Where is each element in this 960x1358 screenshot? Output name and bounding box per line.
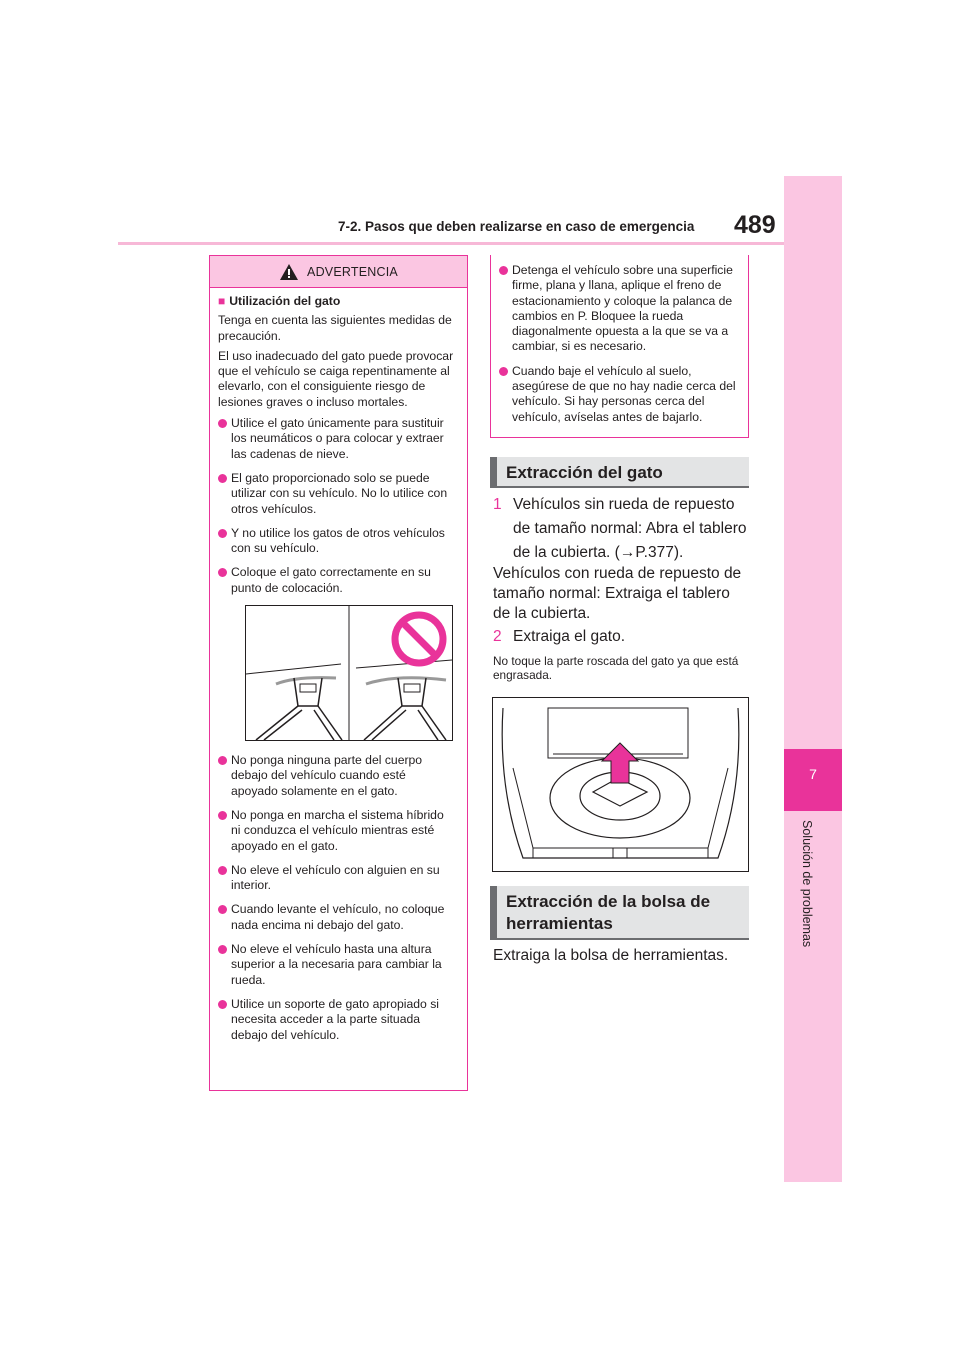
section-header-title: 7-2. Pasos que deben realizarse en caso de emergencia: [338, 219, 695, 234]
list-item: El gato proporcionado solo se puede utilizar con su vehículo. No lo utilice con otros vehículos.: [218, 471, 455, 517]
list-item: Detenga el vehículo sobre una superficie firme, plana y llana, aplique el freno de estacionamiento y coloque la palanca de cambios en P. Bloquee la rueda diagonalmente opuesta a la que se va a cambiar, si es necesario.: [499, 263, 736, 355]
list-item: Y no utilice los gatos de otros vehículos con su vehículo.: [218, 526, 455, 557]
chapter-number: 7: [809, 766, 817, 782]
warning-intro: Tenga en cuenta las siguientes medidas de precaución.: [218, 313, 452, 343]
page-number: 489: [734, 211, 776, 239]
bullet-icon: [499, 266, 508, 275]
list-item: Cuando baje el vehículo al suelo, asegúrese de que no hay nadie cerca del vehículo. Si hay personas cerca del vehículo, avíselas antes de bajarlo.: [499, 364, 736, 425]
note-text: No toque la parte roscada del gato ya que está engrasada.: [493, 654, 739, 682]
list-item: No eleve el vehículo con alguien en su interior.: [218, 863, 455, 894]
warning-body: [210, 288, 467, 1043]
warning-intro: El uso inadecuado del gato puede provocar que el vehículo se caiga repentinamente al elevarlo, con el consiguiente riesgo de lesiones graves o incluso mortales.: [218, 348, 454, 409]
list-item: Utilice un soporte de gato apropiado si necesita acceder a la parte situada debajo del vehículo.: [218, 997, 455, 1043]
trunk-jack-illustration: [492, 697, 749, 872]
step-number: 2: [493, 628, 502, 645]
bullet-icon: [218, 419, 227, 428]
chapter-label: Solución de problemas: [800, 820, 814, 948]
list-item: No ponga ninguna parte del cuerpo debajo del vehículo cuando esté apoyado solamente en el gato.: [218, 753, 455, 799]
warning-subheading: ■ Utilización del gato: [218, 294, 341, 308]
step-2: [493, 625, 751, 649]
paragraph: Extraiga la bolsa de herramientas.: [493, 947, 729, 964]
jack-placement-illustration: [245, 605, 453, 741]
bullet-icon: [218, 568, 227, 577]
paragraph: Vehículos con rueda de repuesto de tamaño normal: Extraiga el tablero de la cubierta.: [493, 565, 742, 622]
warning-triangle-icon: [279, 263, 299, 281]
warning-header: [210, 256, 467, 288]
list-item: Cuando levante el vehículo, no coloque nada encima ni debajo del gato.: [218, 902, 455, 933]
bullet-icon: [218, 474, 227, 483]
warning-title: ADVERTENCIA: [307, 264, 398, 279]
prohibited-icon: [395, 615, 443, 663]
chapter-side-tab: [784, 176, 842, 1182]
bullet-icon: [218, 529, 227, 538]
section-heading-toolbag-removal: Extracción de la bolsa de herramientas: [490, 886, 749, 940]
warning-box: [209, 255, 468, 1091]
square-bullet-icon: ■: [218, 294, 226, 308]
step-number: 1: [493, 496, 502, 513]
bullet-icon: [218, 756, 227, 765]
warning-box-continued: [490, 255, 749, 438]
list-item: No ponga en marcha el sistema híbrido ni conduzca el vehículo mientras esté apoyado en el gato.: [218, 808, 455, 854]
bullet-icon: [218, 1000, 227, 1009]
bullet-icon: [499, 367, 508, 376]
bullet-icon: [218, 866, 227, 875]
bullet-icon: [218, 811, 227, 820]
step-text: Vehículos sin rueda de repuesto de tamaño normal: Abra el tablero de la cubierta. (→P.377).: [513, 496, 747, 561]
list-item: Coloque el gato correctamente en su punto de colocación.: [218, 565, 455, 596]
bullet-icon: [218, 905, 227, 914]
list-item: No eleve el vehículo hasta una altura superior a la necesaria para cambiar la rueda.: [218, 942, 455, 988]
step-1: [493, 493, 751, 565]
section-heading-jack-removal: Extracción del gato: [490, 457, 749, 488]
header-divider: [118, 242, 784, 245]
bullet-icon: [218, 945, 227, 954]
step-text: Extraiga el gato.: [513, 628, 626, 645]
list-item: Utilice el gato únicamente para sustituir los neumáticos o para colocar y extraer las cadenas de nieve.: [218, 416, 455, 462]
